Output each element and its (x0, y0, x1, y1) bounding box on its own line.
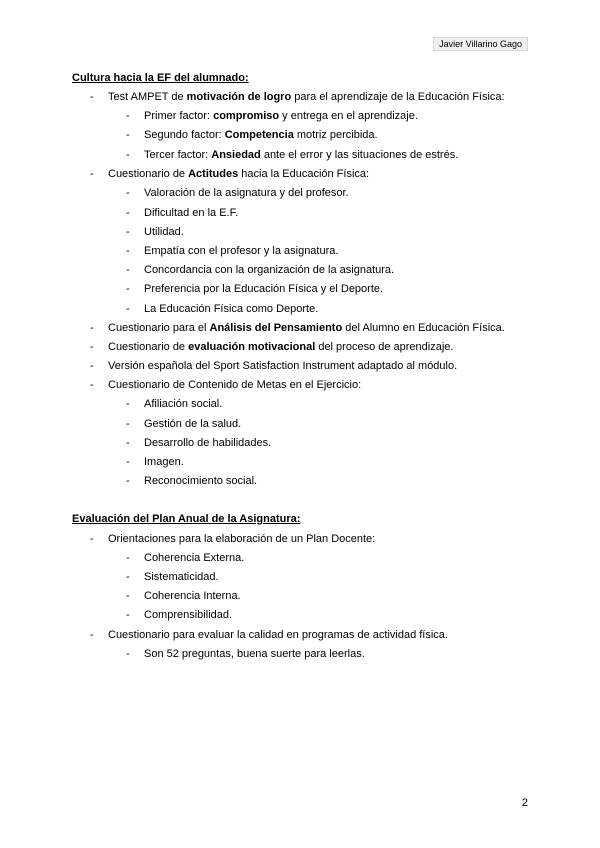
bullet-dash: - (126, 245, 130, 257)
bullet-dash: - (126, 456, 130, 468)
bullet-dash: - (90, 341, 94, 353)
sub-list-item-text: Son 52 preguntas, buena suerte para leerlas. (144, 648, 365, 660)
sub-list-item-text: Concordancia con la organización de la asignatura. (144, 264, 395, 276)
bullet-dash: - (90, 91, 94, 103)
sub-list-item-text: Valoración de la asignatura y del profesor. (144, 187, 349, 199)
bullet-dash: - (126, 303, 130, 315)
sub-list-item-text: Empatía con el profesor y la asignatura. (144, 245, 339, 257)
sub-list-item-text: La Educación Física como Deporte. (144, 303, 319, 315)
sub-list-item-text: Desarrollo de habilidades. (144, 437, 272, 449)
bullet-dash: - (126, 226, 130, 238)
sub-list-item-text: Reconocimiento social. (144, 475, 258, 487)
sub-list-item-text: Tercer factor: Ansiedad ante el error y las situaciones de estrés. (144, 149, 459, 161)
bullet-dash: - (90, 379, 94, 391)
section-title-cultura: Cultura hacia la EF del alumnado: (72, 72, 249, 84)
bullet-dash: - (90, 360, 94, 372)
page-number: 2 (521, 797, 528, 809)
sub-list-item-text: Preferencia por la Educación Física y el Deporte. (144, 283, 384, 295)
bullet-dash: - (90, 322, 94, 334)
bullet-dash: - (126, 264, 130, 276)
sub-list-item-text: Sistematicidad. (144, 571, 219, 583)
sub-list-item-text: Afiliación social. (144, 398, 223, 410)
list-item-text: Versión española del Sport Satisfaction Instrument adaptado al módulo. (108, 360, 458, 372)
bullet-dash: - (90, 533, 94, 545)
bullet-dash: - (126, 207, 130, 219)
sub-list-item-text: Comprensibilidad. (144, 609, 233, 621)
sub-list-item-text: Imagen. (144, 456, 184, 468)
bullet-dash: - (126, 590, 130, 602)
sub-list-item-text: Segundo factor: Competencia motriz percibida. (144, 129, 378, 141)
bullet-dash: - (126, 475, 130, 487)
bullet-dash: - (126, 648, 130, 660)
bullet-dash: - (126, 398, 130, 410)
bullet-dash: - (126, 552, 130, 564)
bullet-dash: - (126, 187, 130, 199)
bullet-dash: - (126, 149, 130, 161)
list-item-text: Orientaciones para la elaboración de un Plan Docente: (108, 533, 376, 545)
sub-list-item-text: Primer factor: compromiso y entrega en el aprendizaje. (144, 110, 418, 122)
bullet-dash: - (90, 629, 94, 641)
sub-list-item-text: Gestión de la salud. (144, 418, 242, 430)
bullet-dash: - (126, 129, 130, 141)
bullet-dash: - (126, 283, 130, 295)
list-item-text: Cuestionario de Actitudes hacia la Educación Física: (108, 168, 370, 180)
bullet-dash: - (126, 418, 130, 430)
list-item-text: Cuestionario de evaluación motivacional del proceso de aprendizaje. (108, 341, 454, 353)
bullet-dash: - (126, 110, 130, 122)
bullet-dash: - (126, 437, 130, 449)
list-item-text: Cuestionario de Contenido de Metas en el Ejercicio: (108, 379, 362, 391)
bullet-dash: - (126, 609, 130, 621)
sub-list-item-text: Coherencia Interna. (144, 590, 241, 602)
sub-list-item-text: Coherencia Externa. (144, 552, 245, 564)
sub-list-item-text: Dificultad en la E.F. (144, 207, 239, 219)
section-title-evaluacion: Evaluación del Plan Anual de la Asignatura: (72, 513, 301, 525)
bullet-dash: - (126, 571, 130, 583)
list-item-text: Test AMPET de motivación de logro para el aprendizaje de la Educación Física: (108, 91, 505, 103)
list-item-text: Cuestionario para evaluar la calidad en programas de actividad física. (108, 629, 448, 641)
list-item-text: Cuestionario para el Análisis del Pensamiento del Alumno en Educación Física. (108, 322, 505, 334)
bullet-dash: - (90, 168, 94, 180)
header-author: Javier Villarino Gago (433, 37, 528, 51)
sub-list-item-text: Utilidad. (144, 226, 184, 238)
